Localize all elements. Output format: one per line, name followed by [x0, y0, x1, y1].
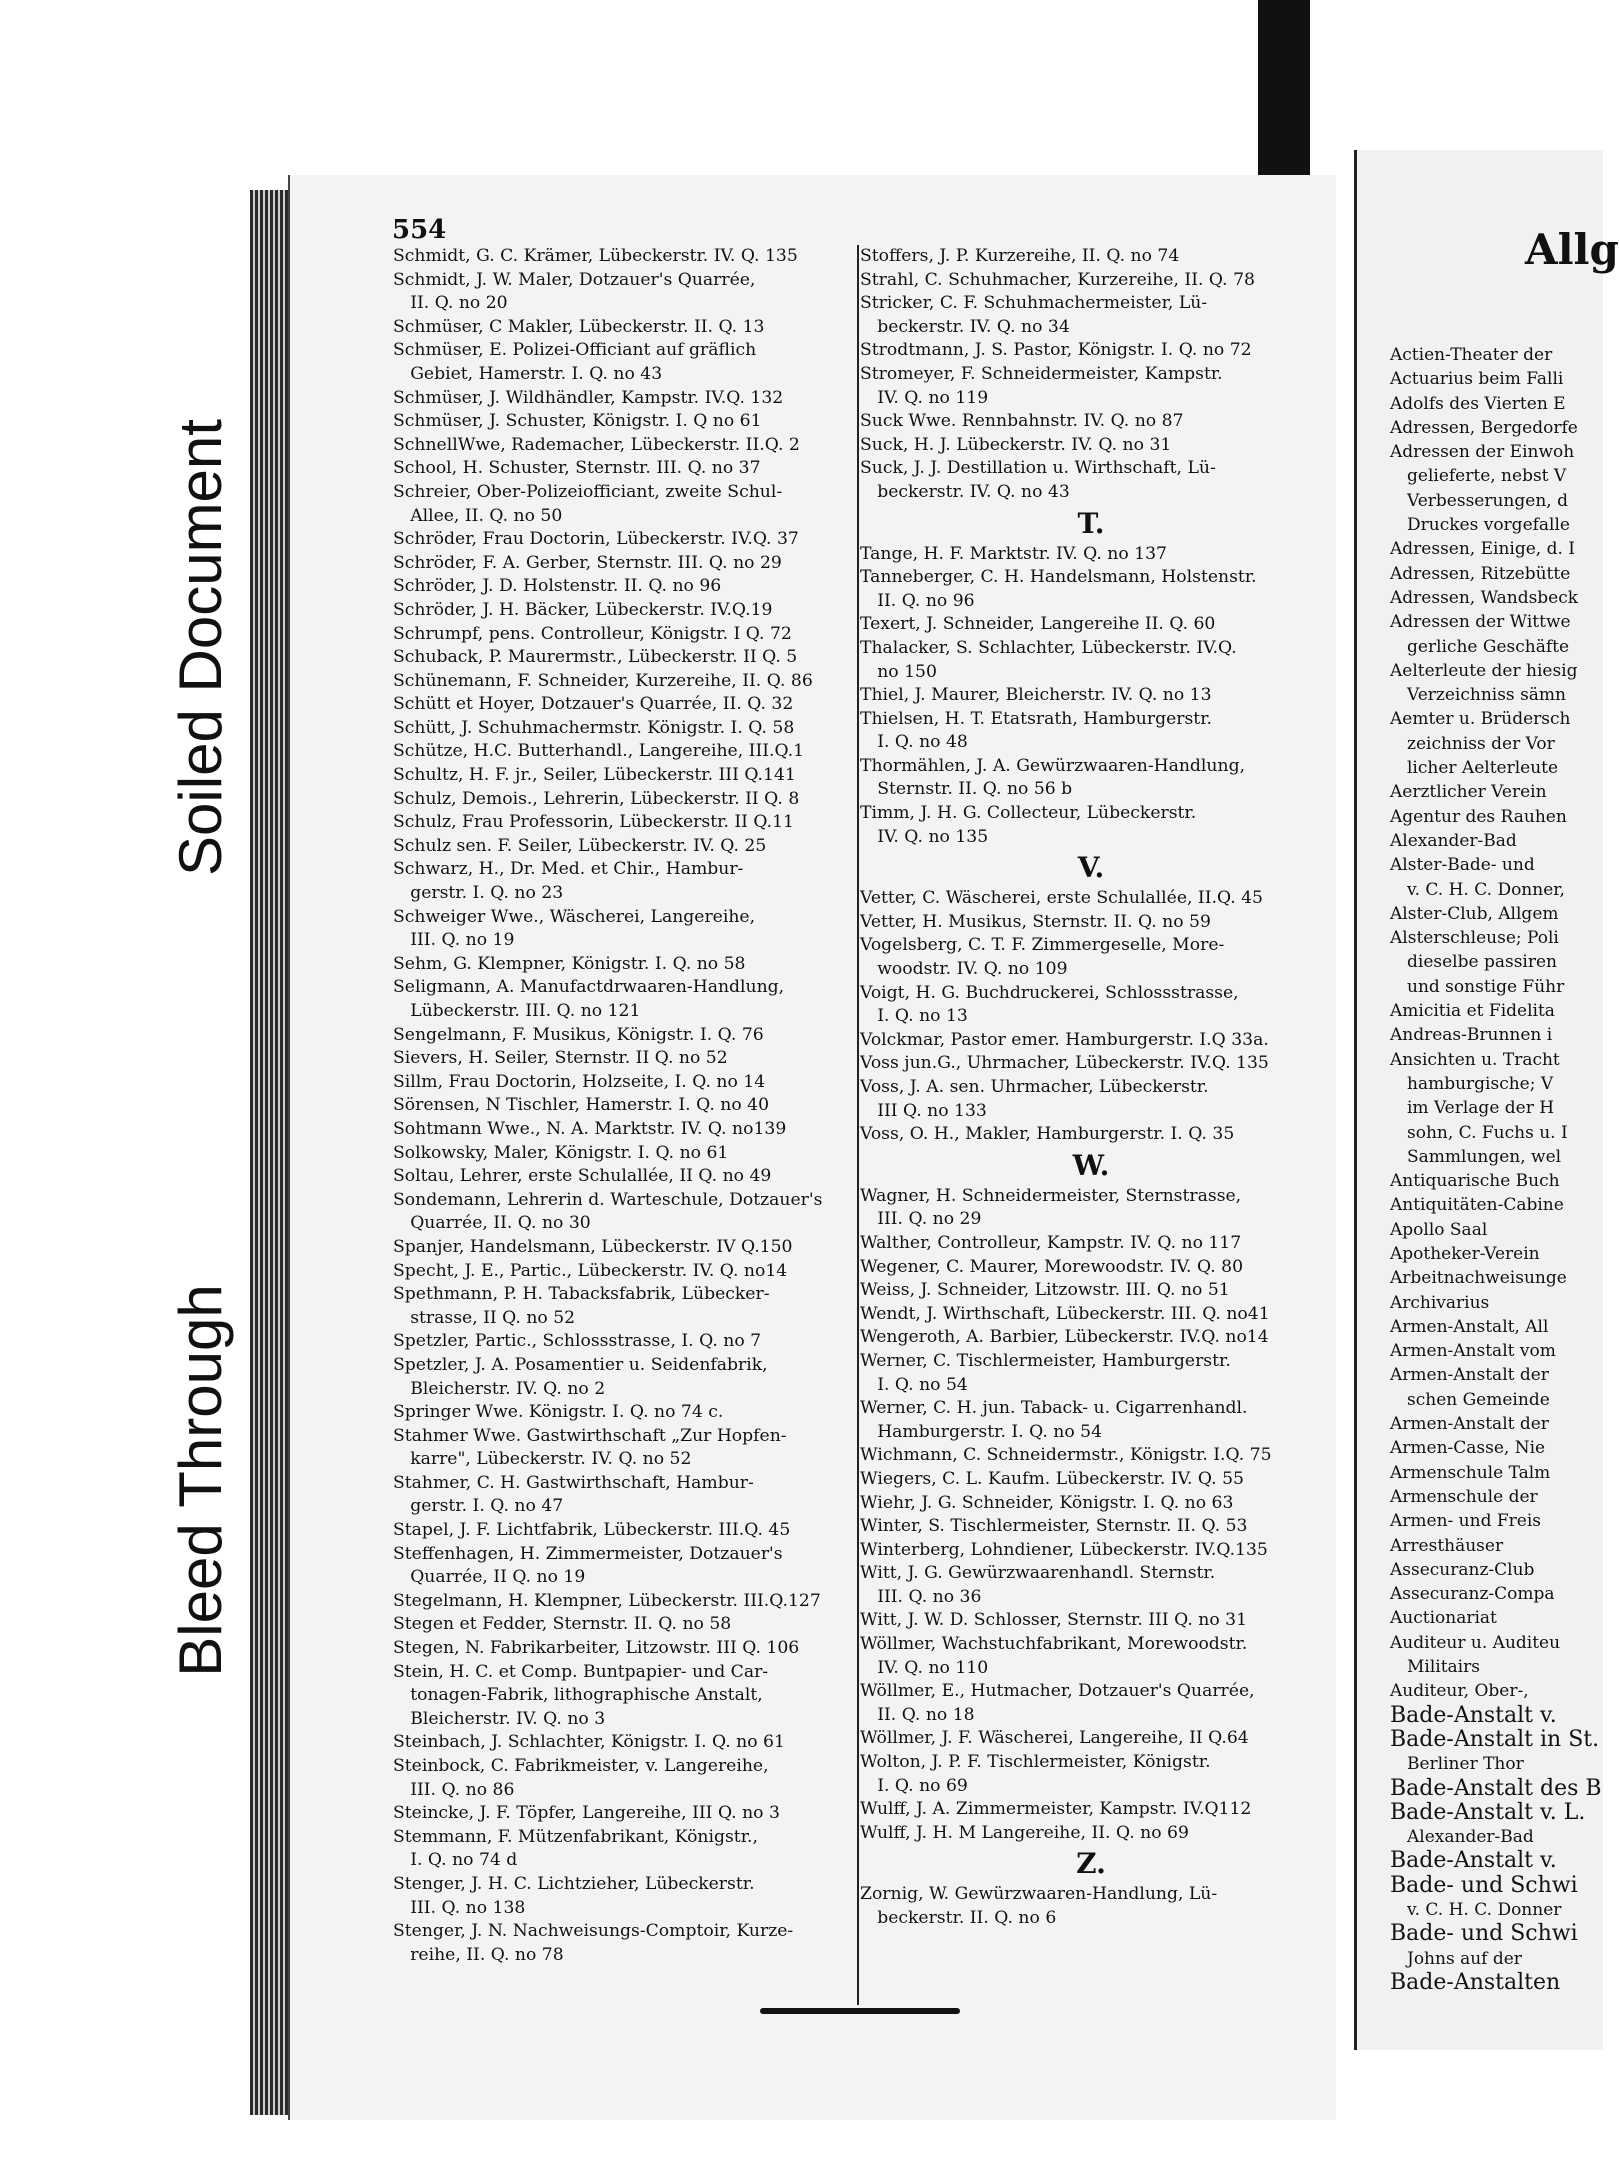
directory-entry: Schmüser, C Makler, Lübeckerstr. II. Q. 13	[393, 316, 765, 337]
directory-entry: Bleicherstr. IV. Q. no 2	[393, 1378, 606, 1399]
directory-entry: Schröder, J. H. Bäcker, Lübeckerstr. IV.Q.19	[393, 599, 773, 620]
directory-entry: Stahmer, C. H. Gastwirthschaft, Hambur-	[393, 1472, 754, 1493]
directory-entry: I. Q. no 69	[860, 1775, 968, 1796]
directory-entry: Suck, H. J. Lübeckerstr. IV. Q. no 31	[860, 434, 1172, 455]
directory-entry: Auctionariat	[1390, 1608, 1497, 1629]
directory-entry: Bade-Anstalt des B	[1390, 1775, 1602, 1801]
directory-entry: II. Q. no 18	[860, 1704, 975, 1725]
directory-entry: IV. Q. no 119	[860, 387, 989, 408]
directory-entry: Adressen, Ritzebütte	[1390, 563, 1571, 584]
directory-entry: II. Q. no 20	[393, 293, 508, 314]
directory-entry: karre", Lübeckerstr. IV. Q. no 52	[393, 1449, 692, 1470]
directory-entry: III Q. no 133	[860, 1100, 987, 1121]
directory-entry: Apollo Saal	[1390, 1219, 1488, 1240]
directory-entry: Volckmar, Pastor emer. Hamburgerstr. I.Q 33a.	[860, 1029, 1269, 1050]
directory-entry: Agentur des Rauhen	[1390, 806, 1567, 827]
directory-entry: Armen-Anstalt der	[1390, 1365, 1549, 1386]
directory-entry: Wiehr, J. G. Schneider, Königstr. I. Q. no 63	[860, 1492, 1234, 1513]
directory-entry: Adressen, Wandsbeck	[1390, 587, 1579, 608]
directory-entry: Adressen der Einwoh	[1390, 442, 1575, 463]
directory-entry: Wiegers, C. L. Kaufm. Lübeckerstr. IV. Q. 55	[860, 1468, 1244, 1489]
directory-entry: IV. Q. no 110	[860, 1657, 989, 1678]
directory-entry: Schmidt, J. W. Maler, Dotzauer's Quarrée,	[393, 269, 756, 290]
directory-entry: Armen-Casse, Nie	[1390, 1438, 1546, 1459]
directory-entry: Suck Wwe. Rennbahnstr. IV. Q. no 87	[860, 411, 1184, 432]
directory-entry: Bade- und Schwi	[1390, 1872, 1578, 1898]
directory-entry: Auditeur u. Auditeu	[1390, 1632, 1561, 1653]
directory-entry: Armen-Anstalt der	[1390, 1414, 1549, 1435]
column-divider	[857, 245, 859, 2005]
directory-entry: Sternstr. II. Q. no 56 b	[860, 779, 1073, 800]
directory-entry: Wengeroth, A. Barbier, Lübeckerstr. IV.Q. no14	[860, 1327, 1269, 1348]
top-black-stripe	[1258, 0, 1310, 200]
directory-entry: Stoffers, J. P. Kurzereihe, II. Q. no 74	[860, 246, 1180, 266]
directory-entry: Thalacker, S. Schlachter, Lübeckerstr. IV.Q.	[860, 637, 1237, 658]
directory-entry: I. Q. no 13	[860, 1006, 968, 1027]
book-page-edges	[250, 190, 292, 2115]
directory-entry: Schütt et Hoyer, Dotzauer's Quarrée, II. Q. 32	[393, 694, 794, 715]
directory-entry: Stahmer Wwe. Gastwirthschaft „Zur Hopfen-	[393, 1425, 787, 1446]
directory-entry: Schröder, J. D. Holstenstr. II. Q. no 96	[393, 576, 722, 597]
directory-entry: Armenschule der	[1390, 1486, 1538, 1507]
directory-entry: Werner, C. Tischlermeister, Hamburgerstr.	[860, 1350, 1231, 1371]
directory-entry: Alexander-Bad	[1390, 830, 1517, 851]
directory-entry: Wöllmer, J. F. Wäscherei, Langereihe, II Q.64	[860, 1728, 1249, 1749]
directory-entry: reihe, II. Q. no 78	[393, 1944, 564, 1965]
right-page-header: Allg	[1525, 225, 1619, 274]
directory-entry: Wöllmer, Wachstuchfabrikant, Morewoodstr.	[860, 1634, 1248, 1655]
directory-entry: Schünemann, F. Schneider, Kurzereihe, II. Q. 86	[393, 670, 813, 691]
bleed-through-text: Bleed Through	[166, 1283, 234, 1677]
directory-entry: III. Q. no 36	[860, 1586, 982, 1607]
directory-entry: III. Q. no 29	[860, 1209, 982, 1230]
directory-entry: gerstr. I. Q. no 23	[393, 883, 564, 904]
directory-entry: Winter, S. Tischlermeister, Sternstr. II. Q. 53	[860, 1516, 1248, 1537]
directory-entry: zeichniss der Vor	[1390, 733, 1555, 754]
directory-entry: Springer Wwe. Königstr. I. Q. no 74 c.	[393, 1402, 724, 1423]
directory-entry: III. Q. no 86	[393, 1779, 515, 1800]
directory-entry: Solkowsky, Maler, Königstr. I. Q. no 61	[393, 1142, 729, 1163]
directory-entry: Voss, J. A. sen. Uhrmacher, Lübeckerstr.	[860, 1077, 1209, 1097]
directory-entry: Specht, J. E., Partic., Lübeckerstr. IV. Q. no14	[393, 1260, 788, 1281]
directory-entry: v. C. H. C. Donner,	[1390, 879, 1565, 900]
directory-entry: Armen- und Freis	[1390, 1511, 1542, 1532]
directory-entry: School, H. Schuster, Sternstr. III. Q. no 37	[393, 458, 761, 479]
directory-entry: Arbeitnachweisunge	[1390, 1268, 1567, 1289]
directory-entry: Antiquarische Buch	[1390, 1171, 1560, 1192]
directory-entry: SchnellWwe, Rademacher, Lübeckerstr. II.Q. 2	[393, 434, 800, 455]
directory-entry: Spanjer, Handelsmann, Lübeckerstr. IV Q.150	[393, 1236, 793, 1257]
directory-entry: schen Gemeinde	[1390, 1389, 1550, 1410]
directory-entry: Andreas-Brunnen i	[1390, 1025, 1553, 1046]
directory-entry: Aemter u. Brüdersch	[1390, 709, 1571, 730]
directory-entry: Alster-Club, Allgem	[1390, 903, 1559, 924]
directory-entry: Stenger, J. H. C. Lichtzieher, Lübeckerstr.	[393, 1873, 755, 1894]
directory-entry: Vetter, H. Musikus, Sternstr. II. Q. no 59	[860, 911, 1211, 932]
directory-entry: Stromeyer, F. Schneidermeister, Kampstr.	[860, 363, 1223, 384]
directory-entry: Stein, H. C. et Comp. Buntpapier- und Car-	[393, 1661, 769, 1682]
directory-entry: Apotheker-Verein	[1390, 1243, 1540, 1264]
directory-entry: Alster-Bade- und	[1390, 855, 1535, 876]
directory-entry: Stapel, J. F. Lichtfabrik, Lübeckerstr. III.Q. 45	[393, 1520, 791, 1541]
directory-entry: Winterberg, Lohndiener, Lübeckerstr. IV.Q.135	[860, 1539, 1268, 1560]
directory-entry: Wöllmer, E., Hutmacher, Dotzauer's Quarrée,	[860, 1681, 1255, 1702]
directory-entry: licher Aelterleute	[1390, 758, 1559, 779]
directory-entry: Wulff, J. A. Zimmermeister, Kampstr. IV.Q112	[860, 1799, 1252, 1820]
directory-entry: I. Q. no 74 d	[393, 1850, 518, 1871]
page-number: 554	[392, 215, 447, 245]
directory-entry: Druckes vorgefalle	[1390, 515, 1570, 536]
directory-entry: Spetzler, J. A. Posamentier u. Seidenfabrik,	[393, 1354, 768, 1375]
directory-entry: Stemmann, F. Mützenfabrikant, Königstr.,	[393, 1826, 758, 1847]
bleed-through-label	[135, 1180, 265, 1780]
directory-entry: Witt, J. W. D. Schlosser, Sternstr. III Q. no 31	[860, 1610, 1248, 1631]
directory-entry: Wagner, H. Schneidermeister, Sternstrasse,	[860, 1185, 1242, 1206]
directory-entry: Adolfs des Vierten E	[1390, 393, 1566, 414]
directory-entry: Aelterleute der hiesig	[1390, 660, 1578, 681]
directory-entry: Steffenhagen, H. Zimmermeister, Dotzauer's	[393, 1543, 783, 1564]
directory-entry: Wegener, C. Maurer, Morewoodstr. IV. Q. 80	[860, 1256, 1244, 1277]
directory-entry: IV. Q. no 135	[860, 826, 989, 847]
directory-entry: Verzeichniss sämn	[1390, 685, 1566, 706]
directory-entry: Schmüser, E. Polizei-Officiant auf gräflich	[393, 340, 757, 361]
section-letter: V.	[1077, 851, 1105, 885]
directory-entry: Steinbach, J. Schlachter, Königstr. I. Q. no 61	[393, 1732, 785, 1753]
directory-entry: Soltau, Lehrer, erste Schulallée, II Q. no 49	[393, 1166, 772, 1187]
page-end-rule	[760, 2008, 960, 2014]
directory-entry: Seligmann, A. Manufactdrwaaren-Handlung,	[393, 977, 785, 998]
middle-column	[860, 245, 1322, 1931]
directory-entry: III. Q. no 19	[393, 930, 515, 951]
directory-entry: Wichmann, C. Schneidermstr., Königstr. I.Q. 75	[860, 1445, 1272, 1466]
directory-entry: Sehm, G. Klempner, Königstr. I. Q. no 58	[393, 953, 746, 974]
directory-entry: Werner, C. H. jun. Taback- u. Cigarrenhandl.	[860, 1398, 1248, 1419]
directory-entry: und sonstige Führ	[1390, 976, 1565, 997]
directory-entry: Tanneberger, C. H. Handelsmann, Holstenstr.	[860, 567, 1257, 588]
directory-entry: beckerstr. IV. Q. no 34	[860, 316, 1070, 337]
directory-entry: Bleicherstr. IV. Q. no 3	[393, 1708, 606, 1729]
directory-entry: Wendt, J. Wirthschaft, Lübeckerstr. III. Q. no41	[860, 1303, 1270, 1324]
directory-entry: Schrumpf, pens. Controlleur, Königstr. I Q. 72	[393, 623, 792, 644]
directory-entry: Arresthäuser	[1390, 1535, 1504, 1556]
section-letter: Z.	[1076, 1847, 1106, 1881]
directory-entry: Voss jun.G., Uhrmacher, Lübeckerstr. IV.Q. 135	[860, 1053, 1269, 1074]
section-letter: W.	[1072, 1148, 1110, 1182]
directory-entry: Quarrée, II. Q. no 30	[393, 1213, 591, 1234]
directory-entry: Sohtmann Wwe., N. A. Marktstr. IV. Q. no139	[393, 1118, 787, 1139]
directory-entry: Spetzler, Partic., Schlossstrasse, I. Q. no 7	[393, 1331, 762, 1352]
directory-entry: I. Q. no 48	[860, 732, 968, 753]
directory-entry: Thielsen, H. T. Etatsrath, Hamburgerstr.	[860, 708, 1212, 729]
directory-entry: Gebiet, Hamerstr. I. Q. no 43	[393, 363, 663, 384]
directory-entry: Schulz, Frau Professorin, Lübeckerstr. II Q.11	[393, 812, 794, 833]
directory-entry: Sammlungen, wel	[1390, 1146, 1562, 1167]
left-column	[393, 245, 855, 1967]
directory-entry: beckerstr. IV. Q. no 43	[860, 481, 1070, 502]
directory-entry: Wolton, J. P. F. Tischlermeister, Königstr.	[860, 1752, 1211, 1773]
directory-entry: Amicitia et Fidelita	[1390, 1001, 1555, 1022]
directory-entry: Vogelsberg, C. T. F. Zimmergeselle, More-	[860, 935, 1225, 956]
directory-entry: Stenger, J. N. Nachweisungs-Comptoir, Kurze-	[393, 1921, 794, 1942]
directory-entry: Strahl, C. Schuhmacher, Kurzereihe, II. Q. 78	[860, 269, 1255, 290]
directory-entry: Bade-Anstalt v.	[1390, 1848, 1557, 1874]
directory-entry: Schultz, H. F. jr., Seiler, Lübeckerstr. III Q.141	[393, 765, 796, 786]
directory-entry: Armenschule Talm	[1390, 1462, 1551, 1483]
directory-entry: Bade- und Schwi	[1390, 1921, 1578, 1947]
directory-entry: Auditeur, Ober-,	[1390, 1681, 1529, 1702]
directory-entry: Archivarius	[1390, 1292, 1490, 1313]
directory-entry: Voigt, H. G. Buchdruckerei, Schlossstrasse,	[860, 982, 1239, 1003]
directory-entry: Actien-Theater der	[1390, 345, 1553, 365]
directory-entry: Hamburgerstr. I. Q. no 54	[860, 1421, 1103, 1442]
directory-entry: Militairs	[1390, 1657, 1480, 1678]
directory-entry: Tange, H. F. Marktstr. IV. Q. no 137	[860, 543, 1167, 564]
directory-entry: Steincke, J. F. Töpfer, Langereihe, III Q. no 3	[393, 1803, 780, 1824]
directory-entry: strasse, II Q. no 52	[393, 1307, 576, 1328]
directory-entry: Stegen et Fedder, Sternstr. II. Q. no 58	[393, 1614, 732, 1635]
directory-entry: tonagen-Fabrik, lithographische Anstalt,	[393, 1685, 763, 1706]
directory-entry: Thormählen, J. A. Gewürzwaaren-Handlung,	[860, 755, 1246, 776]
directory-entry: gerliche Geschäfte	[1390, 636, 1570, 657]
directory-entry: dieselbe passiren	[1390, 952, 1557, 973]
directory-entry: Stegen, N. Fabrikarbeiter, Litzowstr. III Q. 106	[393, 1638, 800, 1659]
directory-entry: v. C. H. C. Donner	[1390, 1900, 1562, 1920]
directory-entry: Bade-Anstalt v.	[1390, 1702, 1557, 1728]
directory-entry: Sondemann, Lehrerin d. Warteschule, Dotzauer's	[393, 1189, 823, 1210]
directory-entry: Schweiger Wwe., Wäscherei, Langereihe,	[393, 906, 756, 927]
right-page-column	[1390, 343, 1600, 1995]
directory-entry: no 150	[860, 661, 937, 682]
directory-entry: im Verlage der H	[1390, 1098, 1555, 1119]
page-gutter	[1336, 150, 1354, 2177]
directory-entry: Adressen, Einige, d. I	[1390, 539, 1575, 560]
directory-entry: Assecuranz-Compa	[1390, 1584, 1555, 1605]
directory-entry: Assecuranz-Club	[1390, 1559, 1535, 1580]
directory-entry: Schulz, Demois., Lehrerin, Lübeckerstr. II Q. 8	[393, 788, 800, 809]
directory-entry: hamburgische; V	[1390, 1073, 1554, 1094]
directory-entry: Schwarz, H., Dr. Med. et Chir., Hambur-	[393, 859, 744, 880]
directory-entry: Bade-Anstalten	[1390, 1969, 1561, 1995]
directory-entry: Adressen, Bergedorfe	[1390, 417, 1578, 438]
directory-entry: beckerstr. II. Q. no 6	[860, 1908, 1057, 1928]
directory-entry: Adressen der Wittwe	[1390, 612, 1571, 633]
directory-entry: Schütze, H.C. Butterhandl., Langereihe, III.Q.1	[393, 741, 805, 762]
directory-entry: Sillm, Frau Doctorin, Holzseite, I. Q. no 14	[393, 1071, 766, 1092]
directory-entry: Sörensen, N Tischler, Hamerstr. I. Q. no 40	[393, 1095, 769, 1116]
directory-entry: Bade-Anstalt v. L.	[1390, 1799, 1586, 1825]
directory-entry: Bade-Anstalt in St.	[1390, 1726, 1600, 1752]
directory-entry: Alexander-Bad	[1390, 1827, 1534, 1848]
directory-entry: gelieferte, nebst V	[1390, 466, 1567, 487]
directory-entry: Armen-Anstalt vom	[1390, 1341, 1556, 1362]
directory-entry: Aerztlicher Verein	[1390, 782, 1547, 803]
directory-entry: gerstr. I. Q. no 47	[393, 1496, 564, 1517]
directory-entry: Spethmann, P. H. Tabacksfabrik, Lübecker-	[393, 1284, 770, 1305]
directory-entry: Steinbock, C. Fabrikmeister, v. Langereihe,	[393, 1756, 769, 1776]
directory-entry: II. Q. no 96	[860, 590, 975, 611]
directory-entry: III. Q. no 138	[393, 1897, 526, 1918]
soiled-document-text: Soiled Document	[166, 418, 234, 876]
directory-entry: Suck, J. J. Destillation u. Wirthschaft, Lü-	[860, 458, 1216, 479]
directory-entry: Stricker, C. F. Schuhmachermeister, Lü-	[860, 293, 1208, 314]
directory-entry: I. Q. no 54	[860, 1374, 968, 1395]
directory-entry: Lübeckerstr. III. Q. no 121	[393, 1001, 641, 1021]
directory-entry: Alsterschleuse; Poli	[1390, 928, 1559, 949]
directory-entry: Weiss, J. Schneider, Litzowstr. III. Q. no 51	[860, 1280, 1230, 1301]
directory-entry: Allee, II. Q. no 50	[393, 505, 563, 526]
directory-entry: Wulff, J. H. M Langereihe, II. Q. no 69	[860, 1822, 1189, 1843]
directory-entry: Schmidt, G. C. Krämer, Lübeckerstr. IV. Q. 135	[393, 246, 798, 266]
directory-entry: Schulz sen. F. Seiler, Lübeckerstr. IV. Q. 25	[393, 835, 767, 856]
directory-entry: Schröder, Frau Doctorin, Lübeckerstr. IV.Q. 37	[393, 529, 799, 550]
directory-entry: Quarrée, II Q. no 19	[393, 1567, 586, 1588]
directory-entry: Actuarius beim Falli	[1390, 369, 1564, 390]
soiled-document-label	[135, 352, 265, 942]
directory-entry: Johns auf der	[1390, 1948, 1522, 1969]
directory-entry: Berliner Thor	[1390, 1754, 1524, 1775]
directory-entry: Schreier, Ober-Polizeiofficiant, zweite Schul-	[393, 481, 783, 502]
directory-entry: Texert, J. Schneider, Langereihe II. Q. 60	[860, 614, 1216, 635]
directory-entry: Timm, J. H. G. Collecteur, Lübeckerstr.	[860, 803, 1197, 824]
directory-entry: Antiquitäten-Cabine	[1390, 1195, 1564, 1216]
directory-entry: Sievers, H. Seiler, Sternstr. II Q. no 52	[393, 1048, 728, 1069]
directory-entry: woodstr. IV. Q. no 109	[860, 959, 1068, 980]
directory-entry: Walther, Controlleur, Kampstr. IV. Q. no 117	[860, 1232, 1242, 1253]
directory-entry: Sengelmann, F. Musikus, Königstr. I. Q. 76	[393, 1024, 764, 1045]
directory-entry: Armen-Anstalt, All	[1390, 1316, 1549, 1337]
directory-entry: Verbesserungen, d	[1390, 490, 1568, 511]
directory-entry: sohn, C. Fuchs u. I	[1390, 1122, 1568, 1143]
directory-entry: Schütt, J. Schuhmachermstr. Königstr. I. Q. 58	[393, 717, 795, 738]
directory-entry: Ansichten u. Tracht	[1390, 1049, 1560, 1070]
directory-entry: Zornig, W. Gewürzwaaren-Handlung, Lü-	[860, 1884, 1218, 1905]
directory-entry: Schuback, P. Maurermstr., Lübeckerstr. II Q. 5	[393, 647, 798, 668]
directory-entry: Vetter, C. Wäscherei, erste Schulallée, II.Q. 45	[860, 888, 1263, 909]
directory-entry: Witt, J. G. Gewürzwaarenhandl. Sternstr.	[860, 1563, 1216, 1584]
directory-entry: Thiel, J. Maurer, Bleicherstr. IV. Q. no 13	[860, 685, 1212, 706]
directory-entry: Schmüser, J. Wildhändler, Kampstr. IV.Q. 132	[393, 387, 784, 408]
directory-entry: Stegelmann, H. Klempner, Lübeckerstr. III.Q.127	[393, 1590, 821, 1611]
directory-entry: Voss, O. H., Makler, Hamburgerstr. I. Q. 35	[860, 1124, 1235, 1145]
section-letter: T.	[1077, 506, 1105, 540]
directory-entry: Strodtmann, J. S. Pastor, Königstr. I. Q. no 72	[860, 340, 1252, 361]
directory-entry: Schmüser, J. Schuster, Königstr. I. Q no 61	[393, 411, 762, 432]
directory-entry: Schröder, F. A. Gerber, Sternstr. III. Q. no 29	[393, 552, 782, 573]
